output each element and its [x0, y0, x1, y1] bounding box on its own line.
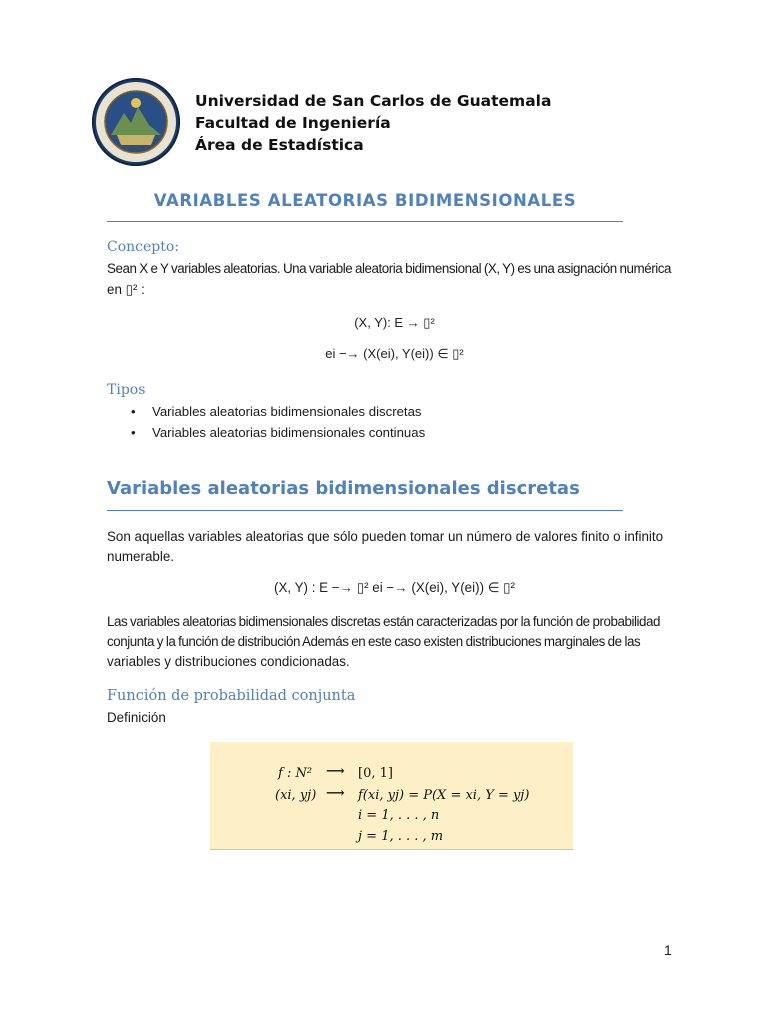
concepto-line-2: en ▯² :: [107, 282, 145, 297]
discretas-paragraph-1-line-2: numerable.: [107, 549, 174, 564]
definicion-label: Definición: [107, 710, 166, 725]
definition-box: [210, 742, 573, 850]
math-row-1-arrow: ⟶: [326, 764, 345, 779]
math-row-1-left: f : N²: [278, 766, 313, 781]
funcion-heading: Función de probabilidad conjunta: [107, 688, 356, 704]
title-divider: [107, 221, 623, 222]
concepto-line-1: Sean X e Y variables aleatorias. Una variable aleatoria bidimensional (X, Y) es una asignación numérica: [107, 261, 671, 276]
concepto-formula-2: ei −→ (X(ei), Y(ei)) ∈ ▯²: [325, 346, 464, 361]
tipos-heading: Tipos: [107, 382, 146, 398]
concepto-formula-1: (X, Y): E → ▯²: [354, 315, 435, 330]
math-row-2-left: (xi, yj): [275, 788, 317, 803]
tipos-list: [131, 401, 425, 443]
concepto-heading: Concepto:: [107, 239, 180, 255]
area-name: Área de Estadística: [195, 136, 364, 154]
discretas-paragraph-1-line-1: Son aquellas variables aleatorias que sólo pueden tomar un número de valores finito o infinito: [107, 529, 664, 544]
faculty-name: Facultad de Ingeniería: [195, 114, 391, 132]
discretas-divider: [107, 510, 623, 511]
math-row-2-arrow: ⟶: [326, 786, 345, 801]
list-item: • Variables aleatorias bidimensionales discretas: [131, 401, 425, 422]
university-name: Universidad de San Carlos de Guatemala: [195, 92, 552, 110]
math-row-4: j = 1, . . . , m: [358, 829, 444, 844]
page-number: 1: [664, 942, 672, 958]
discretas-heading: Variables aleatorias bidimensionales discretas: [107, 478, 580, 499]
discretas-paragraph-2-line-1: Las variables aleatorias bidimensionales discretas están caracterizadas por la función de probabilidad: [107, 614, 661, 629]
math-row-2-right: f(xi, yj) = P(X = xi, Y = yj): [358, 788, 530, 803]
discretas-formula: (X, Y) : E −→ ▯² ei −→ (X(ei), Y(ei)) ∈ ▯²: [274, 580, 515, 595]
list-item: • Variables aleatorias bidimensionales continuas: [131, 422, 425, 443]
math-row-3: i = 1, . . . , n: [358, 808, 440, 823]
university-seal-logo: [91, 77, 181, 167]
math-row-1-right: [0, 1]: [358, 766, 393, 781]
discretas-paragraph-2-line-3: variables y distribuciones condicionadas.: [107, 654, 350, 669]
discretas-paragraph-2-line-2: conjunta y la función de distribución Además en este caso existen distribuciones marginales de las: [107, 634, 641, 649]
document-title: VARIABLES ALEATORIAS BIDIMENSIONALES: [153, 191, 577, 210]
